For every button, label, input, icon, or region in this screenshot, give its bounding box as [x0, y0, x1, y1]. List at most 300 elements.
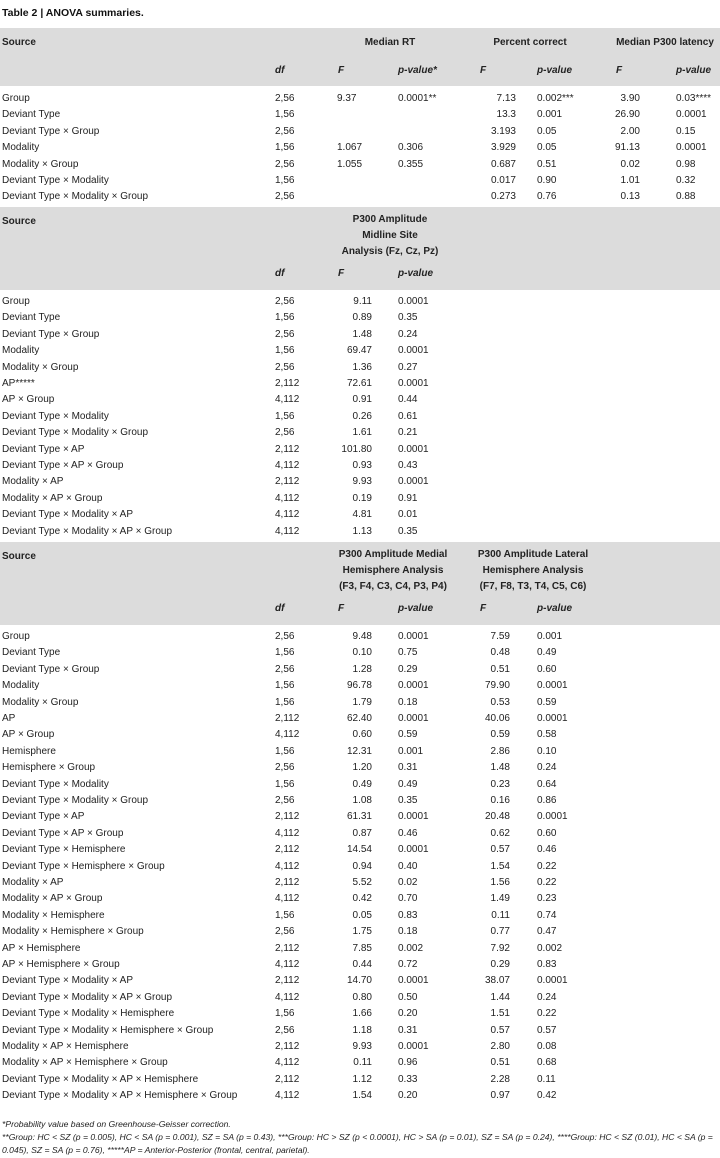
medial-p-cell: 0.18	[398, 926, 418, 938]
medial-f-cell: 0.10	[352, 647, 372, 659]
section2-title	[330, 212, 450, 260]
table-row	[0, 957, 720, 973]
lateral-f-cell: 1.56	[490, 877, 510, 888]
medial-f-cell: 5.52	[352, 877, 372, 888]
source-cell: Modality × AP	[2, 476, 64, 488]
medial-p-cell: 0.0001	[398, 1041, 429, 1052]
table-row	[0, 973, 720, 989]
source-cell: Modality × Group	[2, 158, 79, 170]
df-cell: 4,112	[275, 460, 300, 471]
medial-p-cell: 0.29	[398, 663, 418, 675]
df-cell: 1,56	[275, 696, 295, 708]
medial-p-cell: 0.83	[398, 909, 418, 921]
latency-f-cell: 91.13	[614, 142, 640, 154]
table-row	[0, 107, 720, 123]
lateral-p-cell: 0.23	[537, 893, 557, 905]
medial-p-cell: 0.59	[398, 729, 418, 741]
source-cell: Group	[2, 631, 30, 642]
table-row	[0, 875, 720, 891]
midline-f-cell: 1.61	[352, 427, 372, 439]
midline-p-cell: 0.0001	[398, 345, 429, 357]
source-cell: Modality × Group	[2, 361, 79, 373]
table-row	[0, 124, 720, 140]
source-cell: Deviant Type × Modality × AP × Group	[2, 991, 173, 1003]
medial-p-cell: 0.31	[398, 1024, 418, 1036]
df-cell: 1,56	[275, 1008, 295, 1020]
lateral-f-cell: 1.48	[490, 762, 510, 774]
df-cell: 2,56	[275, 427, 295, 439]
lateral-f-cell: 1.54	[490, 860, 510, 872]
medial-p-cell: 0.0001	[398, 811, 429, 823]
df-cell: 2,112	[275, 443, 300, 455]
medial-f-cell: 12.31	[346, 745, 372, 757]
source-cell: Deviant Type × Modality × Hemisphere × Group	[2, 1024, 214, 1036]
source-cell: Group	[2, 296, 30, 307]
lateral-f-cell: 7.92	[490, 942, 510, 954]
source-cell: Modality × Hemisphere	[2, 909, 105, 921]
table-row	[0, 629, 720, 645]
lateral-f-cell: 0.53	[490, 696, 510, 708]
lateral-p-cell: 0.22	[537, 877, 557, 888]
latency-f-cell: 0.13	[620, 191, 640, 203]
source-cell: Deviant Type × Modality × AP × Group	[2, 525, 173, 537]
percent-correct-p-cell: 0.05	[537, 142, 557, 154]
medial-f-cell: 1.12	[352, 1073, 372, 1085]
df-cell: 2,56	[275, 762, 295, 774]
df-cell: 2,112	[275, 844, 300, 856]
section2-p-label: p-value	[398, 268, 434, 279]
midline-f-cell: 0.93	[352, 460, 372, 471]
medial-p-cell: 0.0001	[398, 631, 429, 642]
df-cell: 2,56	[275, 631, 295, 642]
lateral-p-cell: 0.22	[537, 1008, 557, 1020]
table-row	[0, 924, 720, 940]
lateral-p-cell: 0.0001	[537, 713, 568, 724]
medial-f-cell: 9.93	[352, 1041, 372, 1052]
df-cell: 2,56	[275, 328, 295, 340]
latency-f-cell: 2.00	[620, 125, 640, 137]
table-row	[0, 442, 720, 458]
df-cell: 2,56	[275, 926, 295, 938]
source-cell: AP	[2, 713, 16, 724]
source-cell: Deviant Type × Group	[2, 125, 100, 137]
midline-f-cell: 9.93	[352, 476, 372, 488]
lateral-p-cell: 0.59	[537, 696, 557, 708]
midline-p-cell: 0.44	[398, 394, 418, 406]
df-cell: 4,112	[275, 1090, 300, 1102]
lateral-p-cell: 0.42	[537, 1090, 557, 1102]
percent-correct-f-cell: 7.13	[496, 93, 516, 104]
median-rt-f-cell: 1.055	[337, 158, 363, 170]
lateral-p-cell: 0.08	[537, 1041, 557, 1052]
midline-p-cell: 0.01	[398, 509, 418, 521]
lateral-f-cell: 0.23	[490, 778, 510, 790]
medial-f-cell: 1.18	[352, 1024, 372, 1036]
section1-source-label: Source	[2, 37, 36, 48]
midline-f-cell: 101.80	[341, 443, 372, 455]
percent-correct-p-cell: 0.90	[537, 175, 557, 186]
df-cell: 4,112	[275, 525, 300, 537]
section2-f-label: F	[338, 268, 345, 279]
df-cell: 2,56	[275, 93, 295, 104]
lateral-p-cell: 0.49	[537, 647, 557, 659]
medial-p-cell: 0.18	[398, 696, 418, 708]
source-cell: Deviant Type × Modality × Group	[2, 795, 149, 806]
df-cell: 1,56	[275, 345, 295, 357]
medial-f-cell: 14.70	[346, 975, 372, 987]
midline-f-cell: 9.11	[353, 296, 372, 307]
source-cell: Modality × AP × Hemisphere × Group	[2, 1057, 168, 1069]
table-row	[0, 826, 720, 842]
source-cell: Deviant Type × AP × Group	[2, 827, 124, 839]
median-rt-p-cell: 0.355	[398, 158, 424, 170]
section2-title-line: Analysis (Fz, Cz, Pz)	[341, 246, 439, 257]
df-cell: 4,112	[275, 959, 300, 970]
lateral-f-cell: 0.57	[490, 1024, 510, 1036]
df-cell: 2,56	[275, 296, 295, 307]
midline-p-cell: 0.0001	[398, 443, 429, 455]
table-row	[0, 507, 720, 523]
footnote-2: **Group: HC < SZ (p = 0.005), HC < SA (p = 0.001), SZ = SA (p = 0.43), ***Group: HC > SZ (p < 0.0001), HC > SA (p = 0.01), SZ = SA (p = 0.24), ****Group: HC < SZ (0.01), HC < SA (p = 0.045), SZ = SA (p = 0.76), *****AP = Anterior-Posterior (frontal, central, parietal).	[2, 1132, 713, 1155]
table-row	[0, 891, 720, 907]
source-cell: Modality	[2, 142, 40, 154]
df-cell: 2,56	[275, 1024, 295, 1036]
medial-f-cell: 96.78	[346, 680, 372, 692]
midline-p-cell: 0.91	[398, 492, 418, 504]
lateral-f-cell: 79.90	[484, 680, 510, 692]
percent-correct-f-cell: 3.929	[490, 142, 516, 154]
table-row	[0, 376, 720, 392]
percent-correct-p-cell: 0.76	[537, 191, 557, 203]
lateral-f-cell: 0.11	[491, 909, 510, 921]
table-row	[0, 491, 720, 507]
table-row	[0, 1088, 720, 1104]
latency-f-cell: 0.02	[620, 158, 640, 170]
lateral-f-cell: 0.51	[490, 1057, 510, 1069]
table-row	[0, 343, 720, 359]
latency-f-cell: 26.90	[614, 109, 640, 121]
table-row	[0, 409, 720, 425]
section3-title-lateral	[468, 547, 598, 595]
df-cell: 4,112	[275, 492, 300, 504]
source-cell: Deviant Type × AP	[2, 443, 85, 455]
lateral-p-cell: 0.24	[537, 762, 557, 774]
midline-p-cell: 0.61	[398, 410, 418, 422]
source-cell: Modality	[2, 680, 40, 692]
lateral-f-cell: 20.48	[484, 811, 510, 823]
table-row	[0, 425, 720, 441]
table-row	[0, 189, 720, 205]
section3-title-medial-line: P300 Amplitude Medial	[338, 549, 448, 560]
lateral-p-cell: 0.0001	[537, 680, 568, 692]
source-cell: Hemisphere × Group	[2, 762, 96, 774]
source-cell: Modality × AP × Group	[2, 492, 103, 504]
section3-p-label-1: p-value	[398, 603, 434, 614]
source-cell: Group	[2, 93, 30, 104]
lateral-p-cell: 0.47	[537, 926, 557, 938]
medial-p-cell: 0.31	[398, 762, 418, 774]
medial-f-cell: 0.11	[353, 1057, 372, 1069]
medial-p-cell: 0.33	[398, 1073, 418, 1085]
medial-p-cell: 0.72	[398, 959, 418, 970]
table-row	[0, 360, 720, 376]
table-row	[0, 1072, 720, 1088]
midline-f-cell: 1.13	[352, 525, 372, 537]
source-cell: Modality	[2, 345, 40, 357]
percent-correct-p-cell: 0.51	[537, 158, 557, 170]
lateral-p-cell: 0.11	[537, 1073, 556, 1085]
midline-f-cell: 0.19	[352, 492, 372, 504]
section3-title-medial-line: Hemisphere Analysis	[342, 565, 444, 576]
table-row	[0, 458, 720, 474]
source-cell: Deviant Type × Modality × AP	[2, 509, 134, 521]
midline-p-cell: 0.0001	[398, 476, 429, 488]
median-rt-p-cell: 0.0001**	[398, 93, 437, 104]
percent-correct-p-cell: 0.001	[537, 109, 563, 121]
df-cell: 1,56	[275, 175, 295, 186]
latency-p-cell: 0.88	[676, 191, 696, 203]
lateral-p-cell: 0.001	[537, 631, 563, 642]
df-cell: 2,56	[275, 795, 295, 806]
section1-df-label: df	[275, 65, 285, 76]
medial-p-cell: 0.70	[398, 893, 418, 905]
source-cell: Deviant Type × Group	[2, 663, 100, 675]
median-rt-p-cell: 0.306	[398, 142, 424, 154]
table-row	[0, 1039, 720, 1055]
medial-f-cell: 7.85	[352, 942, 372, 954]
medial-p-cell: 0.0001	[398, 975, 429, 987]
midline-p-cell: 0.21	[398, 427, 418, 439]
lateral-p-cell: 0.83	[537, 959, 557, 970]
df-cell: 1,56	[275, 142, 295, 154]
section3-f-label-1: F	[338, 603, 345, 614]
section1-p-label-3: p-value	[676, 65, 712, 76]
df-cell: 2,112	[275, 942, 300, 954]
latency-p-cell: 0.03****	[676, 93, 712, 104]
midline-p-cell: 0.0001	[398, 378, 429, 389]
df-cell: 1,56	[275, 680, 295, 692]
table-row	[0, 842, 720, 858]
table-row	[0, 645, 720, 661]
df-cell: 2,56	[275, 663, 295, 675]
latency-p-cell: 0.98	[676, 158, 696, 170]
midline-f-cell: 0.91	[352, 394, 372, 406]
midline-f-cell: 1.48	[352, 328, 372, 340]
table-row	[0, 662, 720, 678]
medial-f-cell: 0.05	[352, 909, 372, 921]
source-cell: Deviant Type × Modality × AP × Hemisphere × Group	[2, 1090, 238, 1102]
source-cell: Deviant Type × Modality × Group	[2, 427, 149, 439]
midline-f-cell: 0.89	[352, 312, 372, 324]
table-row	[0, 760, 720, 776]
midline-f-cell: 72.61	[346, 378, 372, 389]
section3-df-label: df	[275, 603, 285, 614]
source-cell: Deviant Type × Modality	[2, 778, 109, 790]
df-cell: 4,112	[275, 509, 300, 521]
medial-p-cell: 0.0001	[398, 680, 429, 692]
medial-p-cell: 0.96	[398, 1057, 418, 1069]
medial-f-cell: 9.48	[352, 631, 372, 642]
midline-p-cell: 0.35	[398, 312, 418, 324]
df-cell: 2,112	[275, 975, 300, 987]
medial-f-cell: 0.60	[352, 729, 372, 741]
table-row	[0, 777, 720, 793]
medial-p-cell: 0.02	[398, 877, 418, 888]
table-row	[0, 695, 720, 711]
table-row	[0, 744, 720, 760]
midline-p-cell: 0.27	[398, 361, 418, 373]
medial-f-cell: 0.49	[352, 778, 372, 790]
lateral-p-cell: 0.58	[537, 729, 557, 741]
section3-title-lateral-line: Hemisphere Analysis	[482, 565, 584, 576]
lateral-p-cell: 0.57	[537, 1024, 557, 1036]
midline-f-cell: 69.47	[346, 345, 372, 357]
table-row	[0, 727, 720, 743]
percent-correct-p-cell: 0.002***	[537, 93, 574, 104]
table-row	[0, 990, 720, 1006]
df-cell: 1,56	[275, 778, 295, 790]
df-cell: 4,112	[275, 394, 300, 406]
midline-f-cell: 1.36	[352, 361, 372, 373]
lateral-p-cell: 0.60	[537, 827, 557, 839]
lateral-f-cell: 40.06	[484, 713, 510, 724]
df-cell: 4,112	[275, 893, 300, 905]
table-row	[0, 908, 720, 924]
lateral-f-cell: 0.59	[490, 729, 510, 741]
df-cell: 4,112	[275, 827, 300, 839]
medial-f-cell: 1.66	[352, 1008, 372, 1020]
source-cell: Deviant Type × Hemisphere × Group	[2, 860, 165, 872]
section2-title-line: Midline Site	[362, 230, 418, 241]
df-cell: 2,112	[275, 476, 300, 488]
medial-p-cell: 0.0001	[398, 713, 429, 724]
footnote-1: *Probability value based on Greenhouse-Geisser correction.	[2, 1119, 231, 1129]
source-cell: Modality × AP	[2, 877, 64, 888]
table-row	[0, 1055, 720, 1071]
df-cell: 4,112	[275, 860, 300, 872]
lateral-f-cell: 1.44	[490, 991, 510, 1003]
medial-p-cell: 0.49	[398, 778, 418, 790]
source-cell: Modality × Hemisphere × Group	[2, 926, 144, 938]
percent-correct-p-cell: 0.05	[537, 125, 557, 137]
table-row	[0, 157, 720, 173]
df-cell: 4,112	[275, 991, 300, 1003]
medial-f-cell: 0.80	[352, 991, 372, 1003]
latency-p-cell: 0.32	[676, 175, 696, 186]
lateral-p-cell: 0.74	[537, 909, 557, 921]
medial-f-cell: 0.42	[352, 893, 372, 905]
table-row	[0, 1006, 720, 1022]
df-cell: 2,112	[275, 811, 300, 823]
lateral-p-cell: 0.002	[537, 942, 563, 954]
percent-correct-f-cell: 0.017	[490, 175, 516, 186]
medial-f-cell: 1.28	[352, 663, 372, 675]
midline-p-cell: 0.24	[398, 328, 418, 340]
section1-group-p300-latency: Median P300 latency	[616, 37, 714, 48]
section3-title-medial	[328, 547, 458, 595]
df-cell: 2,56	[275, 191, 295, 203]
source-cell: Hemisphere	[2, 745, 56, 757]
median-rt-f-cell: 1.067	[337, 142, 363, 154]
table-row	[0, 1023, 720, 1039]
section2-source-label: Source	[2, 216, 36, 227]
lateral-f-cell: 1.49	[490, 893, 510, 905]
latency-p-cell: 0.15	[676, 125, 696, 137]
source-cell: Deviant Type × AP × Group	[2, 460, 124, 471]
df-cell: 1,56	[275, 312, 295, 324]
latency-p-cell: 0.0001	[676, 109, 707, 121]
midline-p-cell: 0.43	[398, 460, 418, 471]
df-cell: 1,56	[275, 410, 295, 422]
lateral-p-cell: 0.0001	[537, 811, 568, 823]
table-row	[0, 294, 720, 310]
medial-f-cell: 14.54	[346, 844, 372, 856]
medial-f-cell: 0.44	[352, 959, 372, 970]
table-row	[0, 91, 720, 107]
medial-f-cell: 1.75	[352, 926, 372, 938]
medial-f-cell: 0.94	[352, 860, 372, 872]
section3-title-lateral-line: (F7, F8, T3, T4, C5, C6)	[479, 581, 587, 592]
source-cell: AP × Hemisphere	[2, 942, 81, 954]
df-cell: 4,112	[275, 1057, 300, 1069]
df-cell: 2,112	[275, 1041, 300, 1052]
df-cell: 1,56	[275, 909, 295, 921]
source-cell: Deviant Type	[2, 647, 61, 659]
midline-f-cell: 0.26	[352, 410, 372, 422]
table-row	[0, 711, 720, 727]
latency-f-cell: 3.90	[620, 93, 640, 104]
df-cell: 4,112	[275, 729, 300, 741]
medial-p-cell: 0.002	[398, 942, 424, 954]
lateral-f-cell: 7.59	[490, 631, 510, 642]
percent-correct-f-cell: 3.193	[490, 125, 516, 137]
medial-p-cell: 0.50	[398, 991, 418, 1003]
section1-f-label-1: F	[338, 65, 345, 76]
lateral-f-cell: 0.48	[490, 647, 510, 659]
source-cell: Deviant Type	[2, 109, 61, 121]
lateral-f-cell: 0.57	[490, 844, 510, 856]
medial-p-cell: 0.46	[398, 827, 418, 839]
source-cell: Deviant Type × Modality	[2, 175, 109, 186]
percent-correct-f-cell: 13.3	[496, 109, 516, 121]
lateral-f-cell: 2.80	[490, 1041, 510, 1052]
df-cell: 2,56	[275, 158, 295, 170]
table-row	[0, 173, 720, 189]
source-cell: AP*****	[2, 378, 35, 389]
df-cell: 2,112	[275, 1073, 300, 1085]
table-row	[0, 140, 720, 156]
df-cell: 1,56	[275, 745, 295, 757]
lateral-p-cell: 0.24	[537, 991, 557, 1003]
lateral-p-cell: 0.64	[537, 778, 557, 790]
df-cell: 1,56	[275, 109, 295, 121]
source-cell: Deviant Type × Modality × Hemisphere	[2, 1008, 175, 1020]
table-row	[0, 793, 720, 809]
midline-f-cell: 4.81	[352, 509, 372, 521]
df-cell: 2,112	[275, 713, 300, 724]
table-row	[0, 310, 720, 326]
table-row	[0, 809, 720, 825]
table-row	[0, 474, 720, 490]
source-cell: Deviant Type × Modality	[2, 410, 109, 422]
median-rt-f-cell: 9.37	[337, 93, 357, 104]
source-cell: Deviant Type × Modality × Group	[2, 191, 149, 203]
latency-f-cell: 1.01	[620, 175, 640, 186]
df-cell: 2,56	[275, 125, 295, 137]
lateral-f-cell: 0.51	[490, 663, 510, 675]
source-cell: Deviant Type × Hemisphere	[2, 844, 126, 856]
medial-f-cell: 61.31	[346, 811, 372, 823]
